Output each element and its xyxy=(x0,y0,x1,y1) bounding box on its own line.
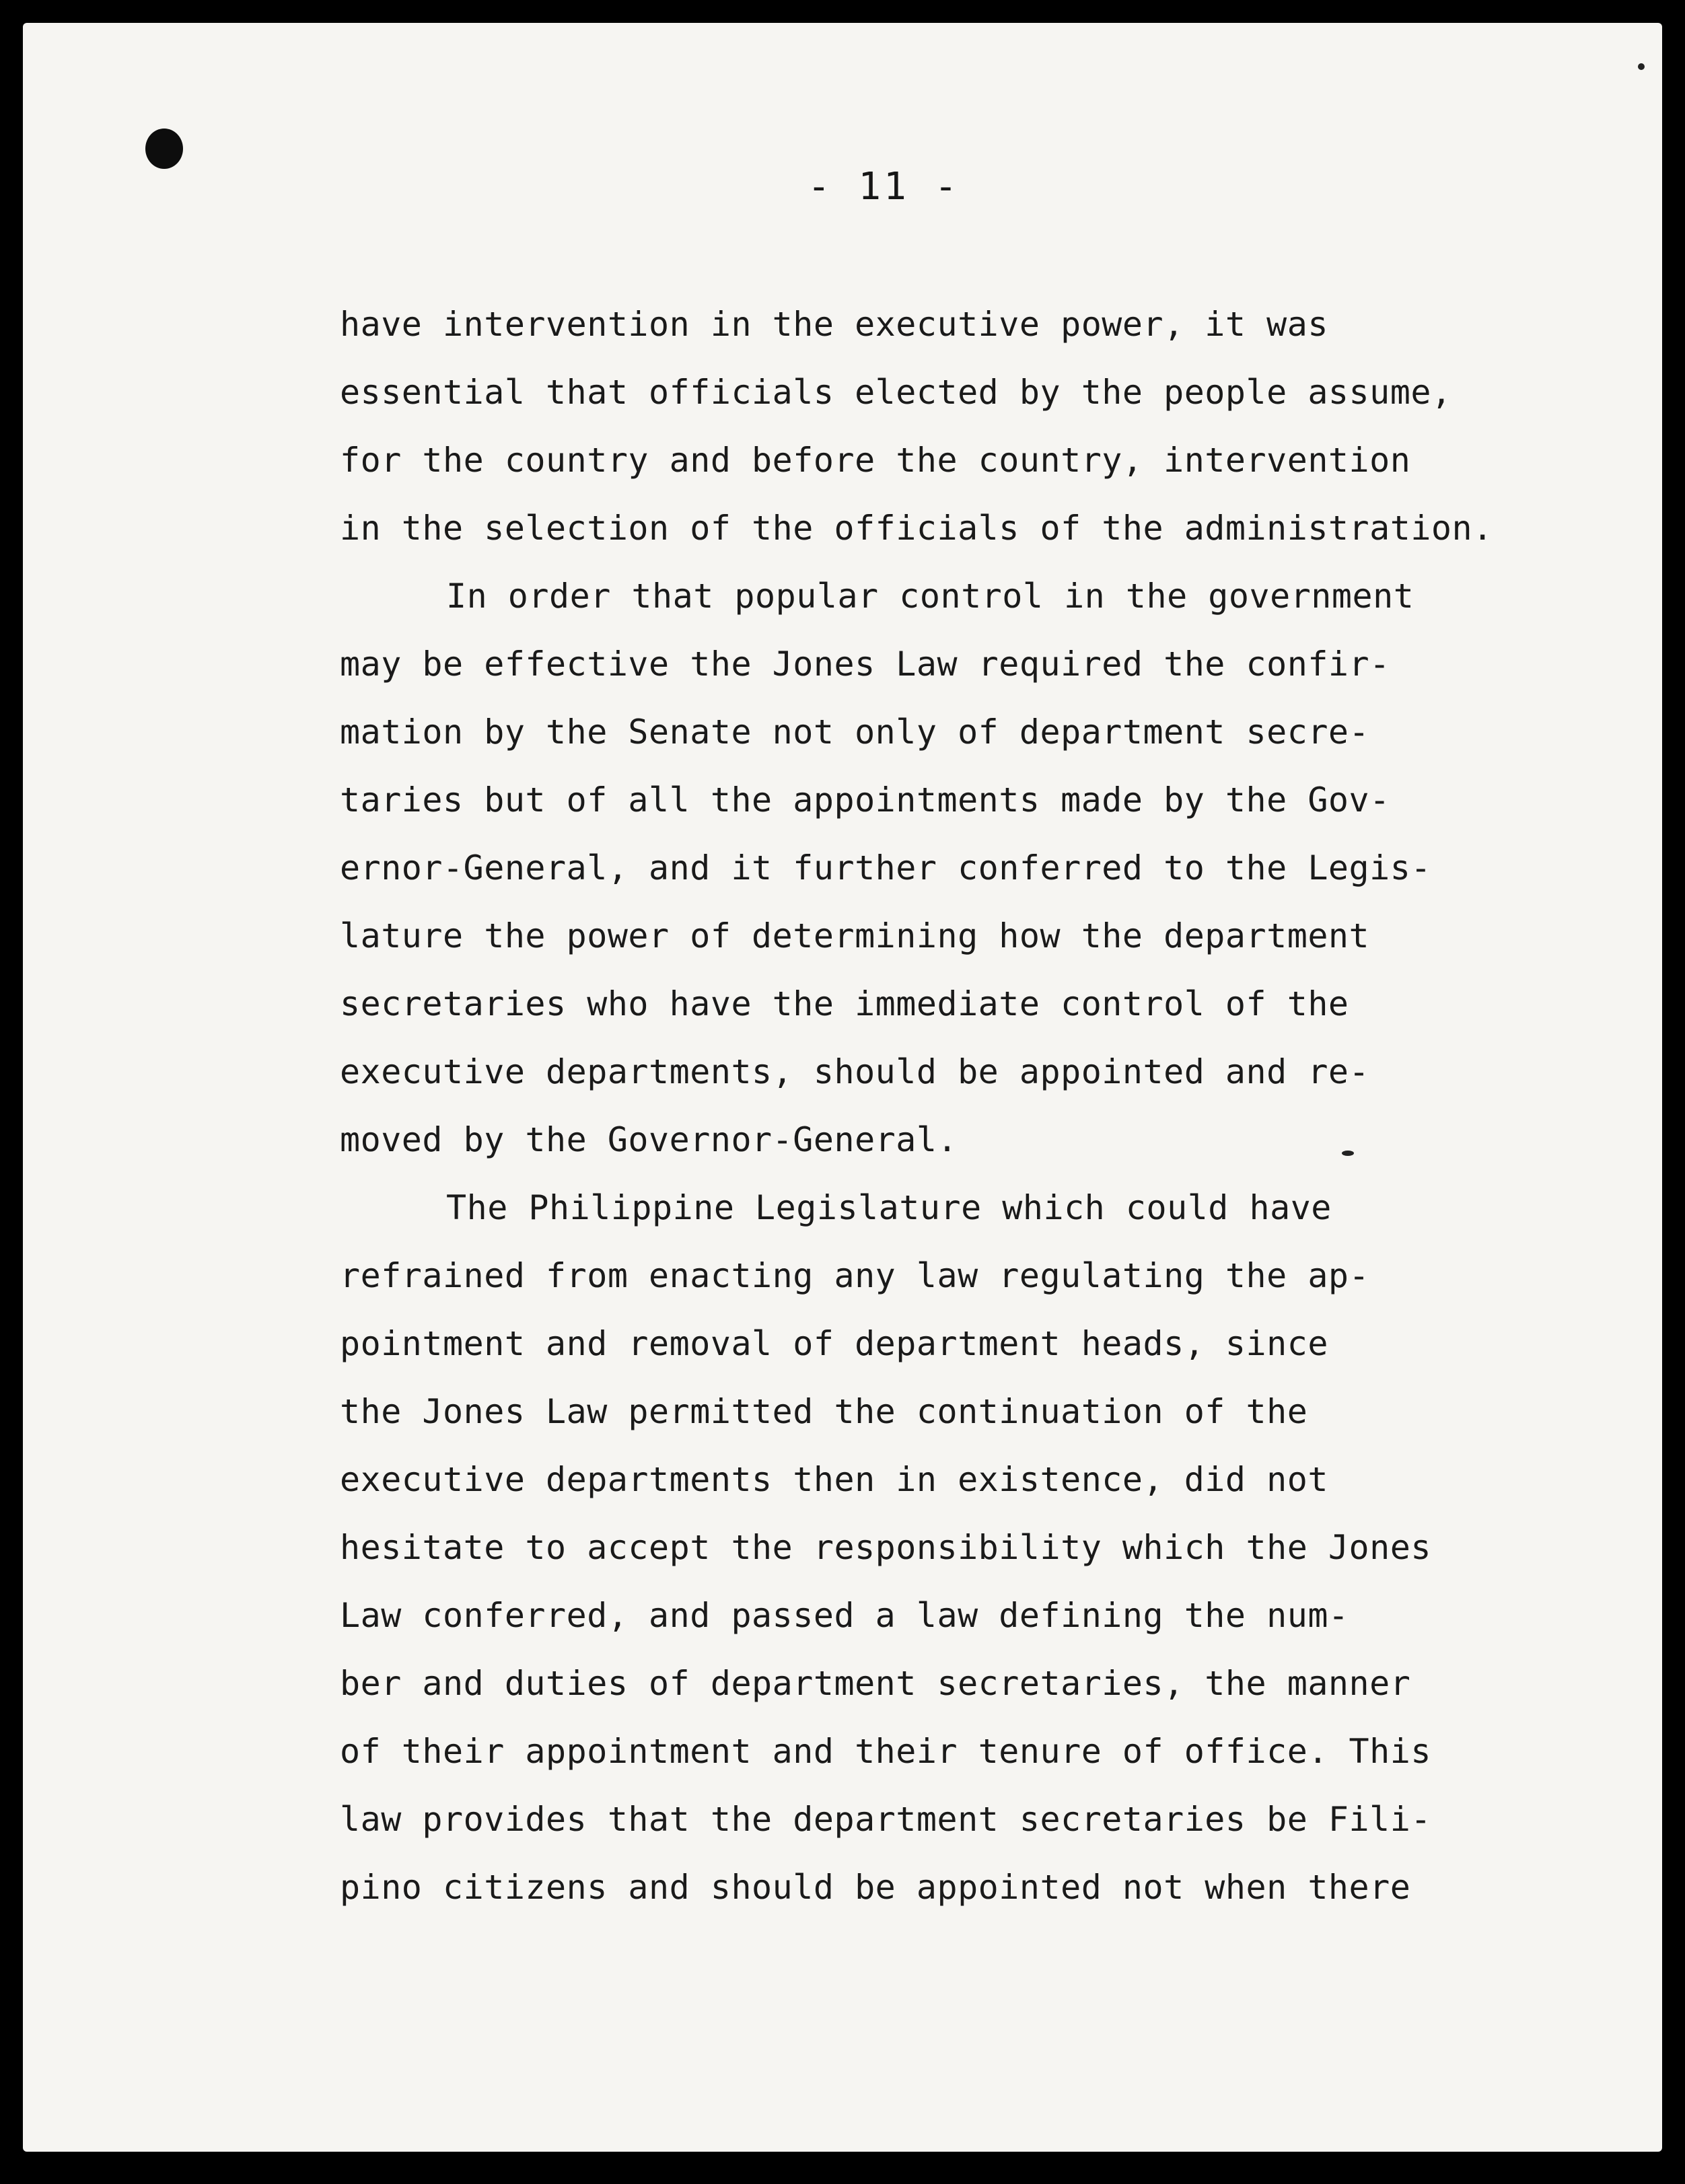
punch-hole xyxy=(145,129,183,169)
ink-speck xyxy=(1638,63,1645,70)
text-line: ernor-General, and it further conferred to the Legis- xyxy=(340,848,1431,887)
text-line: have intervention in the executive power, it was xyxy=(340,305,1328,344)
text-line: executive departments, should be appointed and re- xyxy=(340,1052,1370,1091)
text-line: secretaries who have the immediate control of the xyxy=(340,984,1349,1023)
text-line: the Jones Law permitted the continuation of the xyxy=(340,1392,1308,1431)
text-line: law provides that the department secretaries be Fili- xyxy=(340,1800,1431,1839)
paragraph xyxy=(340,1174,1524,1922)
text-line: essential that officials elected by the people assume, xyxy=(340,373,1452,412)
text-line: may be effective the Jones Law required the confir- xyxy=(340,645,1390,684)
paragraph xyxy=(340,291,1524,562)
text-line: executive departments then in existence, did not xyxy=(340,1460,1328,1499)
text-line: moved by the Governor-General. xyxy=(340,1120,958,1159)
text-line: pointment and removal of department heads, since xyxy=(340,1324,1328,1363)
text-line: hesitate to accept the responsibility which the Jones xyxy=(340,1528,1431,1567)
text-line: Law conferred, and passed a law defining the num- xyxy=(340,1596,1349,1635)
text-line: taries but of all the appointments made by the Gov- xyxy=(340,780,1390,820)
text-line: for the country and before the country, intervention xyxy=(340,441,1411,480)
text-line: The Philippine Legislature which could have xyxy=(446,1188,1332,1227)
page-number: - 11 - xyxy=(808,165,960,209)
body-text xyxy=(340,291,1524,1922)
text-line: in the selection of the officials of the administration. xyxy=(340,509,1493,548)
text-line: mation by the Senate not only of department secre- xyxy=(340,713,1370,752)
text-line: refrained from enacting any law regulating the ap- xyxy=(340,1256,1370,1295)
text-line: lature the power of determining how the department xyxy=(340,916,1370,955)
text-line: pino citizens and should be appointed not when there xyxy=(340,1868,1411,1907)
text-line: In order that popular control in the government xyxy=(446,577,1414,616)
text-line: ber and duties of department secretaries, the manner xyxy=(340,1664,1411,1703)
paragraph xyxy=(340,562,1524,1174)
text-line: of their appointment and their tenure of office. This xyxy=(340,1732,1431,1771)
